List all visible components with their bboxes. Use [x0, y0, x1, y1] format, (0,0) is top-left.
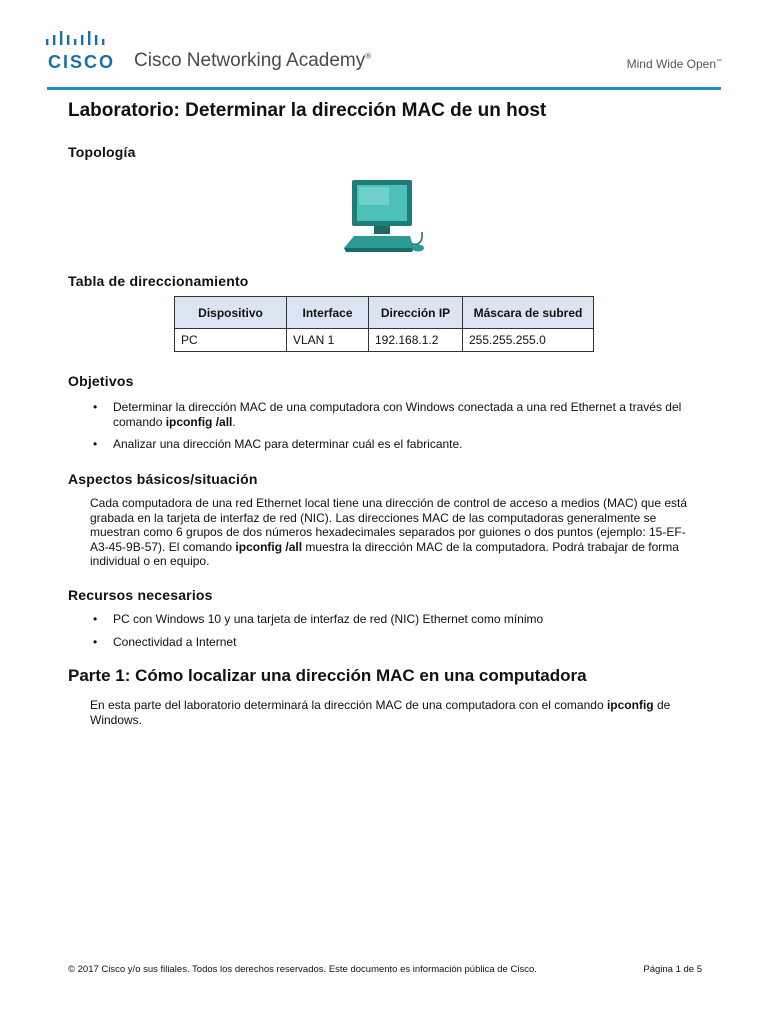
- col-header-interface: Interface: [287, 297, 369, 329]
- header-divider: [47, 87, 721, 90]
- bullet-icon: •: [93, 612, 98, 626]
- list-item: • Determinar la dirección MAC de una computadora con Windows conectada a una red Ethernet a través del comando ipconfig /all.: [93, 400, 682, 429]
- topology-heading: Topología: [68, 144, 136, 160]
- list-item: • PC con Windows 10 y una tarjeta de interfaz de red (NIC) Ethernet como mínimo: [93, 612, 544, 626]
- col-header-ip: Dirección IP: [369, 297, 463, 329]
- page-number: Página 1 de 5: [643, 964, 702, 975]
- bullet-icon: •: [93, 400, 98, 414]
- page-header: [42, 28, 722, 78]
- bullet-icon: •: [93, 634, 98, 649]
- objectives-heading: Objetivos: [68, 373, 134, 389]
- bullet-icon: •: [93, 437, 98, 451]
- cisco-wordmark: CISCO: [48, 52, 116, 72]
- list-item: • Conectividad a Internet: [93, 634, 237, 649]
- cell-device: PC: [175, 329, 287, 352]
- cisco-logo-icon: [44, 30, 114, 52]
- academy-name: Cisco Networking Academy®: [134, 50, 372, 71]
- objectives-list: [90, 400, 702, 460]
- addressing-heading: Tabla de direccionamiento: [68, 273, 249, 289]
- cell-ip: 192.168.1.2: [369, 329, 463, 352]
- col-header-mask: Máscara de subred: [463, 297, 594, 329]
- pc-icon: [340, 178, 428, 256]
- table-row: [175, 329, 594, 352]
- addressing-table: [174, 296, 594, 352]
- tagline: Mind Wide Open™: [626, 57, 722, 71]
- part1-heading: Parte 1: Cómo localizar una dirección MAC en una computadora: [68, 666, 587, 685]
- resources-heading: Recursos necesarios: [68, 587, 213, 603]
- list-item: • Analizar una dirección MAC para determinar cuál es el fabricante.: [93, 437, 463, 451]
- col-header-device: Dispositivo: [175, 297, 287, 329]
- part1-paragraph: En esta parte del laboratorio determinará la dirección MAC de una computadora con el comando ipconfig de Windows.: [90, 698, 671, 727]
- table-header-row: [175, 297, 594, 329]
- cell-interface: VLAN 1: [287, 329, 369, 352]
- background-paragraph: Cada computadora de una red Ethernet local tiene una dirección de control de acceso a medios (MAC) que está grabada en la tarjeta de interfaz de red (NIC). Las direcciones MAC de las computadoras generalmente se muestran como 6 grupos de dos números hexadecimales separados por guiones o dos puntos (ejemplo: 15-EF-A3-45-9B-57). El comando ipconfig /all muestra la dirección MAC de la computadora. Podrá trabajar de forma individual o en equipo.: [90, 496, 688, 568]
- background-heading: Aspectos básicos/situación: [68, 471, 258, 487]
- page-title: Laboratorio: Determinar la dirección MAC de un host: [68, 100, 547, 121]
- copyright-notice: © 2017 Cisco y/o sus filiales. Todos los derechos reservados. Este documento es información pública de Cisco.: [68, 964, 537, 975]
- cell-mask: 255.255.255.0: [463, 329, 594, 352]
- resources-list: [90, 612, 702, 657]
